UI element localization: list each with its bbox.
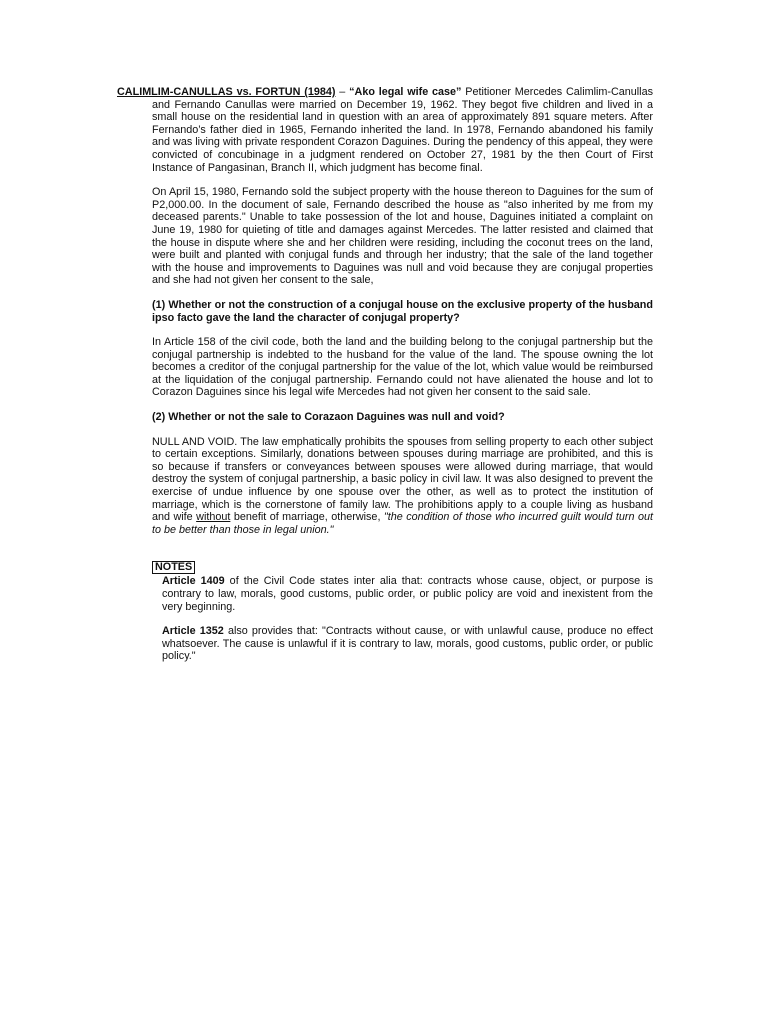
ruling-1-paragraph: In Article 158 of the civil code, both the land and the building belong to the conjugal partnership but the conjugal partnership is indebted to the husband for the value of the land. The spouse owning the lot becomes a creditor of the conjugal partnership for the value of the lot, which value would be reimbursed at the liquidation of the conjugal partnership. Fernando could not have alienated the house and lot to Corazon Daguines since his legal wife Mercedes had not given her consent to the said sale. — [152, 336, 653, 399]
facts-text-1: Petitioner Mercedes Calimlim-Canullas and Fernando Canullas were married on December 19, 1962. They begot five children and lived in a small house on the residential land in question with an area of approximately 891 square meters. After Fernando’s father died in 1965, Fernando inherited the land. In 1978, Fernando abandoned his family and was living with private respondent Corazon Daguines. During the pendency of this appeal, they were convicted of concubinage in a judgment rendered on October 27, 1981 by the then Court of First Instance of Pangasinan, Branch II, which judgment has become final. — [152, 86, 653, 174]
note-article-ref: Article 1409 — [162, 575, 225, 588]
notes-heading: NOTES — [152, 561, 195, 574]
note-text: of the Civil Code states inter alia that: contracts whose cause, object, or purpose is contrary to law, morals, good customs, public order, or public policy are void and inexistent from the very beginning. — [162, 575, 653, 613]
title-dash: – — [335, 86, 350, 98]
facts-paragraph-2: On April 15, 1980, Fernando sold the subject property with the house thereon to Daguines for the sum of P2,000.00. In the document of sale, Fernando described the house as "also inherited by me from my deceased parents." Unable to take possession of the lot and house, Daguines initiated a complaint on June 19, 1980 for quieting of title and damages against Mercedes. The latter resisted and claimed that the house in dispute where she and her children were residing, including the coconut trees on the land, were built and planted with conjugal funds and through her industry; that the sale of the land together with the house and improvements to Daguines was null and void because they are conjugal properties and she had not given her consent to the sale, — [152, 186, 653, 287]
case-digest — [117, 86, 653, 675]
ruling-2-quote: "the condition of those who incurred guilt would turn out to be better than those in legal union." — [152, 511, 653, 536]
ruling-2-text-b: benefit of marriage, otherwise, — [230, 511, 384, 524]
case-title: CALIMLIM-CANULLAS vs. FORTUN (1984) — [117, 86, 336, 98]
ruling-2-text-a: NULL AND VOID. The law emphatically prohibits the spouses from selling property to each other subject to certain exceptions. Similarly, donations between spouses during marriage are prohibited, and this is so because if transfers or conveyances between spouses were allowed during marriage, that would destroy the system of conjugal partnership, a basic policy in civil law. It was also designed to prevent the exercise of undue influence by one spouse over the other, as well as to protect the institution of marriage, which is the cornerstone of family law. The prohibitions apply to a couple living as husband and wife — [152, 435, 653, 524]
note-item — [117, 625, 653, 663]
note-item — [117, 575, 653, 613]
ruling-2-underlined: without — [196, 511, 231, 524]
issue-1-heading: (1) Whether or not the construction of a conjugal house on the exclusive property of the husband ipso facto gave the land the character of conjugal property? — [152, 298, 653, 324]
ruling-2-paragraph — [117, 436, 653, 537]
case-facts-paragraph — [117, 86, 653, 174]
note-text: also provides that: "Contracts without cause, or with unlawful cause, produce no effect whatsoever. The cause is unlawful if it is contrary to law, morals, good customs, public order, or public policy." — [162, 625, 653, 663]
case-subtitle: “Ako legal wife case” — [349, 86, 462, 98]
note-article-ref: Article 1352 — [162, 625, 224, 638]
issue-2-heading: (2) Whether or not the sale to Corazaon Daguines was null and void? — [152, 411, 505, 424]
